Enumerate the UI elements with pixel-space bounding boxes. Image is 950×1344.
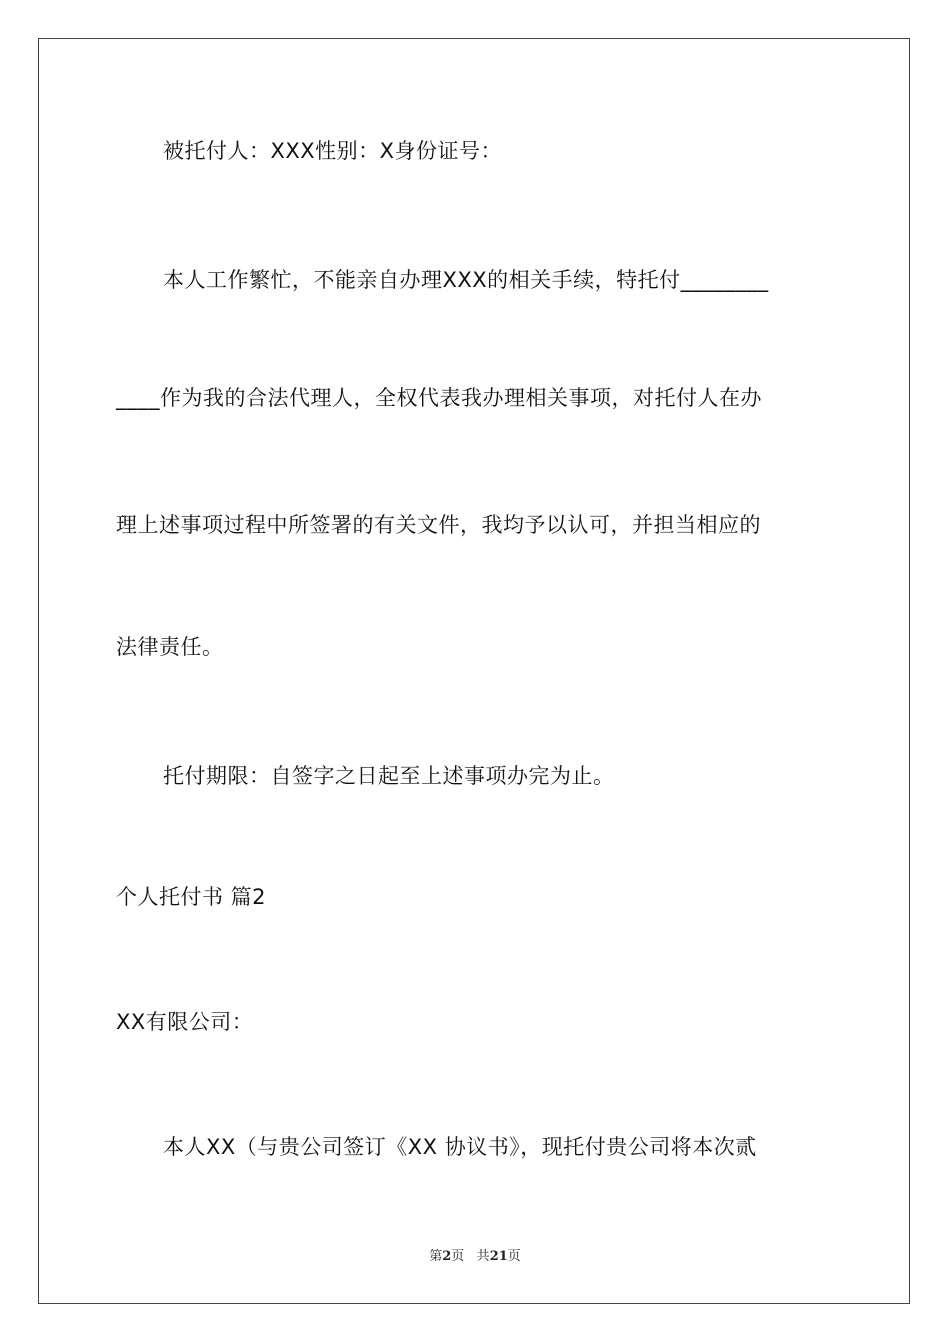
footer-page-prefix: 第 <box>429 1249 443 1264</box>
footer-total-prefix: 共 <box>476 1249 490 1264</box>
footer-total-suffix: 页 <box>507 1249 521 1264</box>
page-border <box>38 38 910 1304</box>
term-line: 托付期限：自签字之日起至上述事项办完为止。 <box>163 764 615 788</box>
footer-page-number: 2 <box>442 1249 452 1264</box>
page-footer <box>0 1248 950 1266</box>
paragraph-line: 本人XX（与贵公司签订《XX 协议书》，现托付贵公司将本次贰 <box>163 1135 757 1159</box>
footer-total-pages: 21 <box>489 1249 508 1264</box>
paragraph-line: 本人工作繁忙，不能亲自办理XXX的相关手续，特托付________ <box>163 268 769 292</box>
principal-info-line: 被托付人：XXX性别：X身份证号： <box>163 139 503 163</box>
footer-page-suffix: 页 <box>451 1249 465 1264</box>
paragraph-line: 法律责任。 <box>116 635 224 659</box>
paragraph-line: ____作为我的合法代理人，全权代表我办理相关事项，对托付人在办 <box>116 386 762 410</box>
addressee-line: XX有限公司： <box>116 1010 254 1034</box>
paragraph-line: 理上述事项过程中所签署的有关文件，我均予以认可，并担当相应的 <box>116 513 761 537</box>
section-heading: 个人托付书 篇2 <box>116 885 267 909</box>
